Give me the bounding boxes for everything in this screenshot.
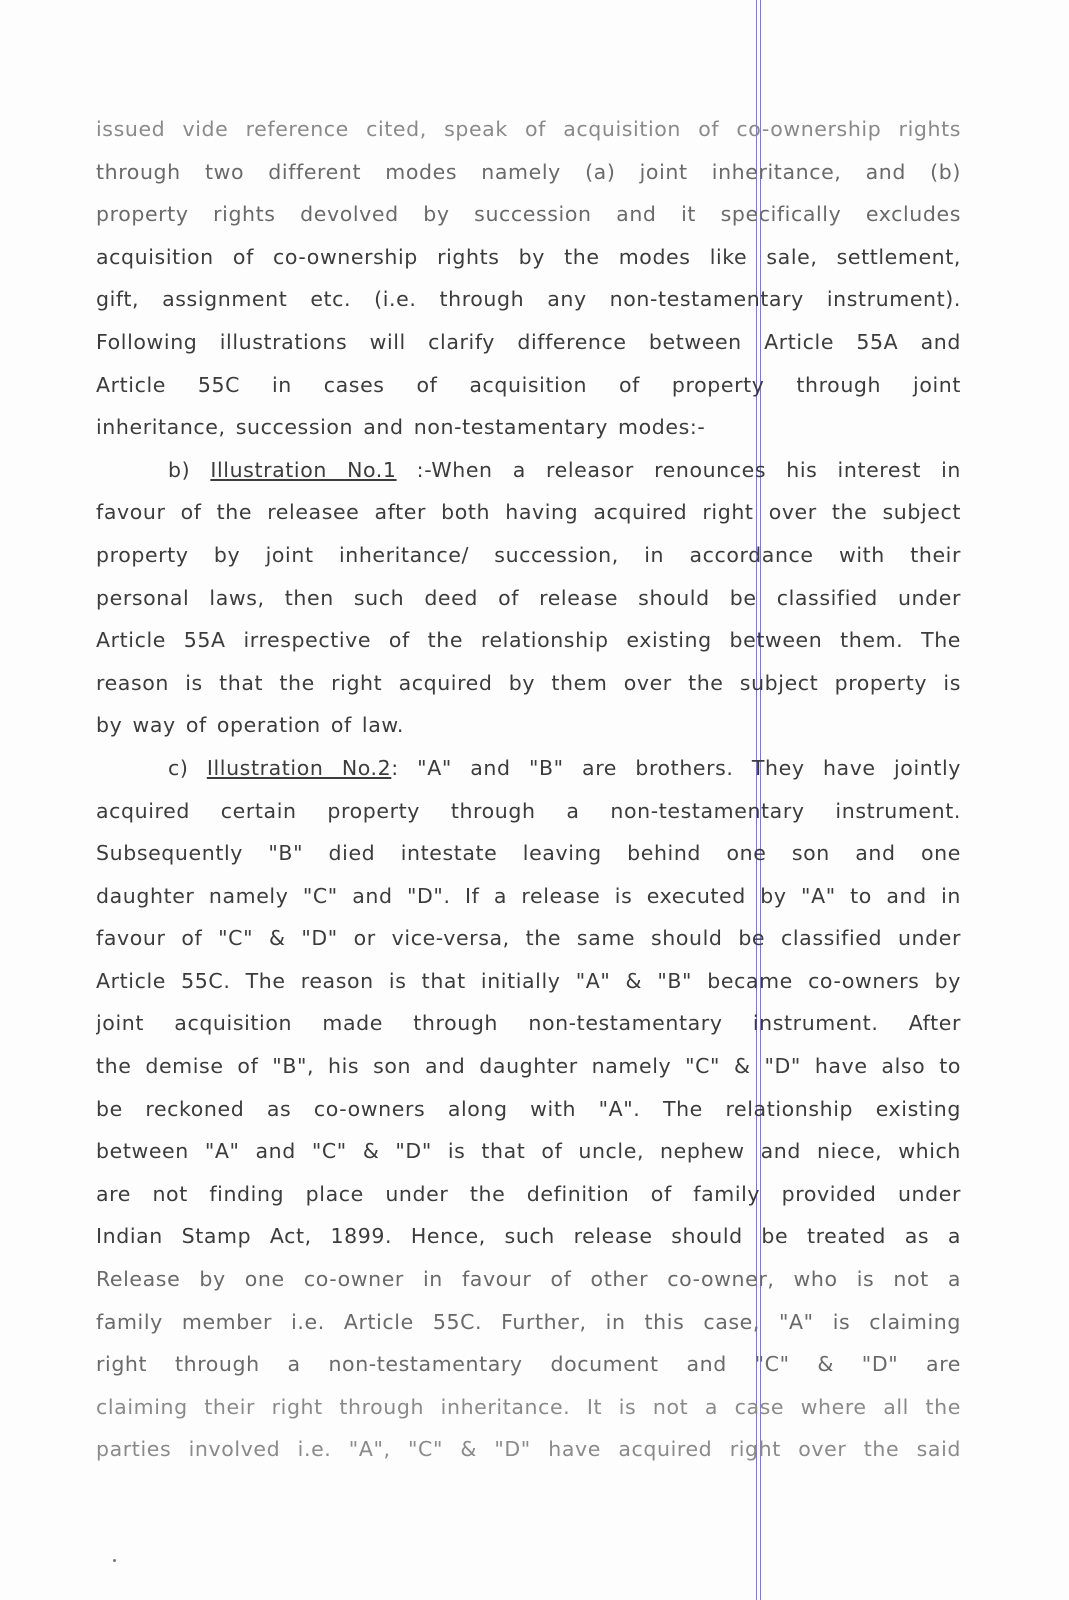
body-line: favour of "C" & "D" or vice-versa, the same should be classified under (96, 926, 961, 951)
body-line: personal laws, then such deed of release should be classified under (96, 585, 961, 610)
body-line: reason is that the right acquired by them over the subject property is (96, 670, 961, 695)
document-body (96, 108, 961, 1471)
body-line: the demise of "B", his son and daughter namely "C" & "D" have also to (96, 1054, 961, 1079)
body-line: Following illustrations will clarify difference between Article 55A and (96, 329, 961, 354)
body-line: Indian Stamp Act, 1899. Hence, such release should be treated as a (96, 1224, 961, 1249)
body-line: claiming their right through inheritance. It is not a case where all the (96, 1394, 961, 1419)
body-line: joint acquisition made through non-testamentary instrument. After (96, 1011, 961, 1036)
body-line: Article 55C. The reason is that initially "A" & "B" became co-owners by (96, 968, 961, 993)
illustration-1-first-line (96, 449, 961, 492)
body-line: are not finding place under the definition of family provided under (96, 1181, 961, 1206)
body-line: Article 55A irrespective of the relationship existing between them. The (96, 628, 961, 653)
illustration-prefix: c) (168, 755, 207, 780)
illustration-2-first-line (96, 747, 961, 790)
body-line: inheritance, succession and non-testamentary modes:- (96, 415, 706, 440)
illustration-1-heading: Illustration No.1 (210, 457, 397, 482)
body-line: Article 55C in cases of acquisition of property through joint (96, 372, 961, 397)
scan-speck (113, 1559, 116, 1562)
body-line: gift, assignment etc. (i.e. through any non-testamentary instrument). (96, 287, 961, 312)
body-line: family member i.e. Article 55C. Further, in this case, "A" is claiming (96, 1309, 961, 1334)
body-line: be reckoned as co-owners along with "A". The relationship existing (96, 1096, 961, 1121)
body-line: property rights devolved by succession and it specifically excludes (96, 202, 961, 227)
body-line: property by joint inheritance/ succession, in accordance with their (96, 542, 961, 567)
body-line: parties involved i.e. "A", "C" & "D" have acquired right over the said (96, 1437, 961, 1462)
illustration-1-first-text: :-When a releasor renounces his interest in (396, 457, 961, 482)
illustration-2-first-text: : "A" and "B" are brothers. They have jointly (391, 755, 961, 780)
body-line: Release by one co-owner in favour of other co-owner, who is not a (96, 1267, 961, 1292)
body-line: favour of the releasee after both having acquired right over the subject (96, 500, 961, 525)
body-line: between "A" and "C" & "D" is that of uncle, nephew and niece, which (96, 1139, 961, 1164)
illustration-2-heading: Illustration No.2 (206, 755, 392, 780)
illustration-prefix: b) (168, 457, 211, 482)
body-line: right through a non-testamentary document and "C" & "D" are (96, 1352, 961, 1377)
body-line: Subsequently "B" died intestate leaving behind one son and one (96, 841, 961, 866)
body-line: acquisition of co-ownership rights by the modes like sale, settlement, (96, 244, 961, 269)
body-line: acquired certain property through a non-testamentary instrument. (96, 798, 961, 823)
body-line: daughter namely "C" and "D". If a release is executed by "A" to and in (96, 883, 961, 908)
body-line: through two different modes namely (a) joint inheritance, and (b) (96, 159, 961, 184)
body-line: by way of operation of law. (96, 713, 404, 738)
body-line: issued vide reference cited, speak of acquisition of co-ownership rights (96, 117, 961, 141)
